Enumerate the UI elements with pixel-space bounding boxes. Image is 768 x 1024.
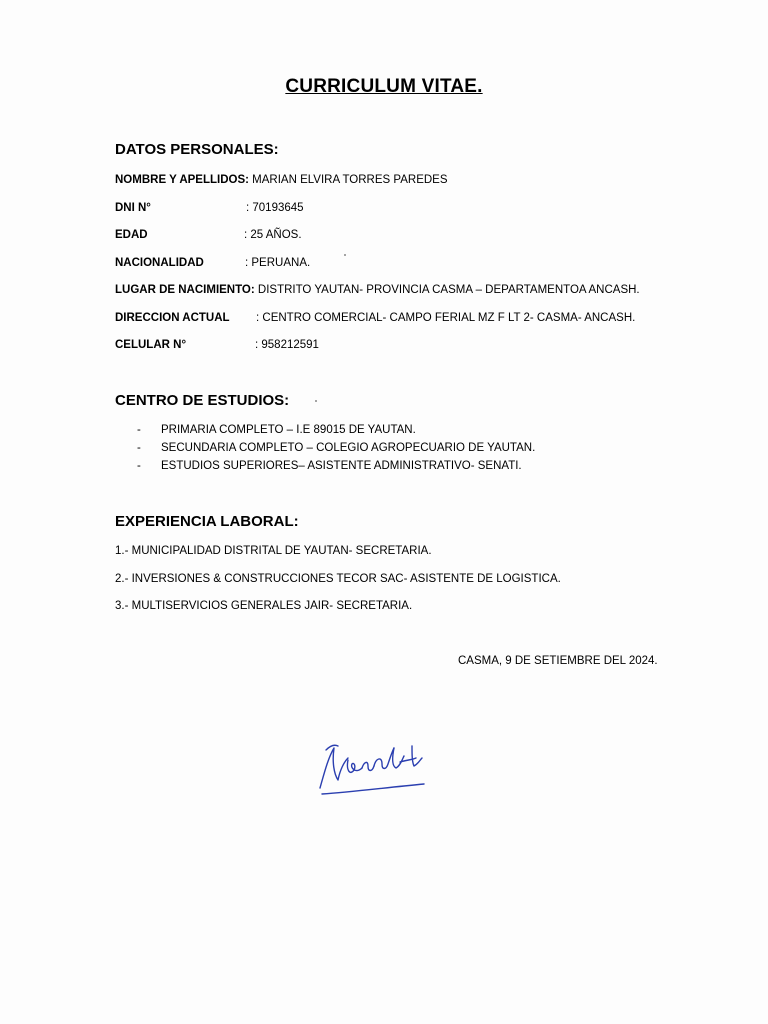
field-phone: [115, 338, 319, 352]
field-address: [115, 311, 636, 325]
study-text: SECUNDARIA COMPLETO – COLEGIO AGROPECUARIO DE YAUTAN.: [161, 442, 536, 454]
bullet-dash: -: [137, 442, 141, 454]
study-text: ESTUDIOS SUPERIORES– ASISTENTE ADMINISTRATIVO- SENATI.: [161, 460, 522, 472]
experience-item: 3.- MULTISERVICIOS GENERALES JAIR- SECRETARIA.: [115, 600, 413, 612]
scan-speck: [344, 254, 346, 256]
list-item: [137, 457, 535, 475]
study-text: PRIMARIA COMPLETO – I.E 89015 DE YAUTAN.: [161, 424, 416, 436]
field-birthplace: [115, 283, 640, 297]
scan-speck: [315, 400, 317, 402]
studies-list: [137, 421, 535, 475]
field-label: NACIONALIDAD: [115, 257, 204, 269]
handwritten-signature: [312, 736, 442, 800]
experience-heading: EXPERIENCIA LABORAL:: [115, 513, 299, 530]
list-item: [137, 421, 535, 439]
place-date: CASMA, 9 DE SETIEMBRE DEL 2024.: [458, 655, 658, 667]
field-value: : 958212591: [255, 339, 319, 351]
field-nationality: [115, 256, 311, 270]
field-label: CELULAR N°: [115, 339, 187, 351]
document-title: CURRICULUM VITAE.: [285, 76, 483, 97]
field-value: : PERUANA.: [245, 257, 311, 269]
field-label: DIRECCION ACTUAL: [115, 312, 230, 324]
field-value: DISTRITO YAUTAN- PROVINCIA CASMA – DEPARTAMENTOA ANCASH.: [254, 284, 640, 296]
list-item: [137, 439, 535, 457]
bullet-dash: -: [137, 460, 141, 472]
field-label: EDAD: [115, 229, 148, 241]
bullet-dash: -: [137, 424, 141, 436]
field-label: DNI N°: [115, 202, 151, 214]
field-value: MARIAN ELVIRA TORRES PAREDES: [248, 174, 448, 186]
signature-strokes: [320, 745, 424, 794]
field-value: : 25 AÑOS.: [244, 229, 302, 241]
field-dni: [115, 201, 304, 215]
experience-item: 1.- MUNICIPALIDAD DISTRITAL DE YAUTAN- SECRETARIA.: [115, 545, 432, 557]
field-full-name: [115, 173, 448, 187]
experience-item: 2.- INVERSIONES & CONSTRUCCIONES TECOR SAC- ASISTENTE DE LOGISTICA.: [115, 573, 561, 585]
field-age: [115, 228, 302, 242]
field-label: NOMBRE Y APELLIDOS:: [115, 174, 249, 186]
field-value: : 70193645: [246, 202, 304, 214]
personal-data-heading: DATOS PERSONALES:: [115, 141, 279, 158]
studies-heading: CENTRO DE ESTUDIOS:: [115, 392, 290, 409]
field-value: : CENTRO COMERCIAL- CAMPO FERIAL MZ F LT 2- CASMA- ANCASH.: [256, 312, 636, 324]
field-label: LUGAR DE NACIMIENTO:: [115, 284, 255, 296]
